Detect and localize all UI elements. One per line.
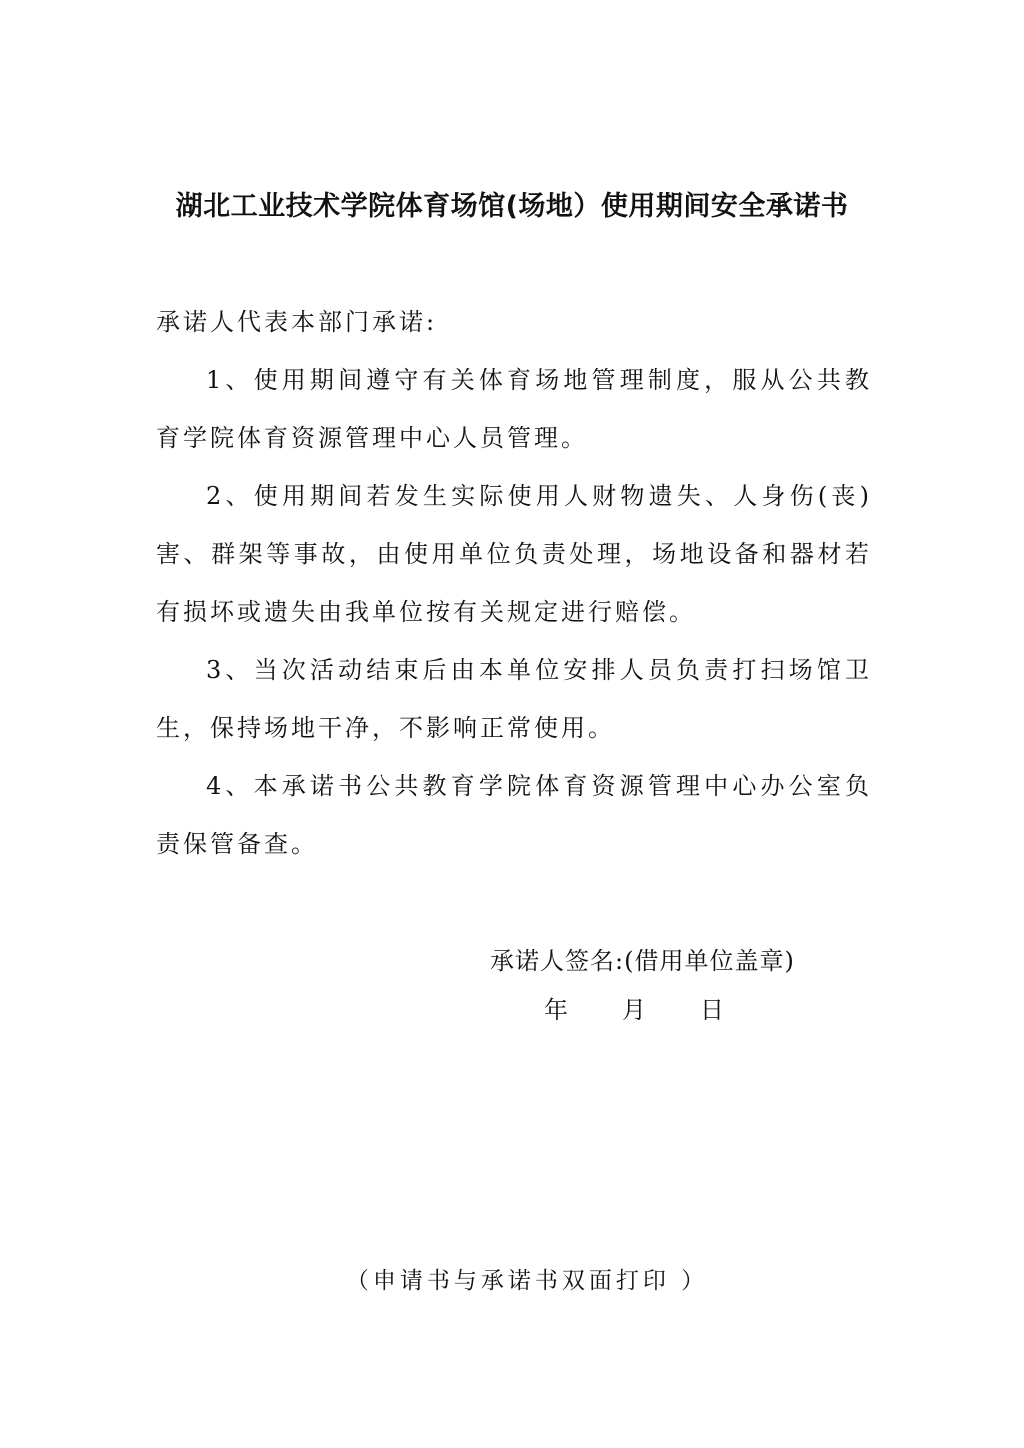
date-year-label: 年 [544,996,568,1024]
commitment-item-2: 2、使用期间若发生实际使用人财物遗失、人身伤(丧)害、群架等事故，由使用单位负责处理，场地设备和器材若有损坏或遗失由我单位按有关规定进行赔偿。 [156,482,872,626]
intro-paragraph: 承诺人代表本部门承诺: [156,308,438,336]
signature-label: 承诺人签名:(借用单位盖章) [490,947,795,975]
print-note: （申请书与承诺书双面打印 ） [345,1268,709,1294]
date-month-label: 月 [622,996,646,1024]
date-line [544,990,724,1030]
commitment-item-1: 1、使用期间遵守有关体育场地管理制度，服从公共教育学院体育资源管理中心人员管理。 [156,366,872,452]
commitment-item-4: 4、本承诺书公共教育学院体育资源管理中心办公室负责保管备查。 [156,772,872,858]
document-body [156,293,872,873]
date-day-label: 日 [700,996,724,1024]
document-title: 湖北工业技术学院体育场馆(场地）使用期间安全承诺书 [175,191,849,222]
commitment-item-3: 3、当次活动结束后由本单位安排人员负责打扫场馆卫生，保持场地干净，不影响正常使用。 [156,656,872,742]
